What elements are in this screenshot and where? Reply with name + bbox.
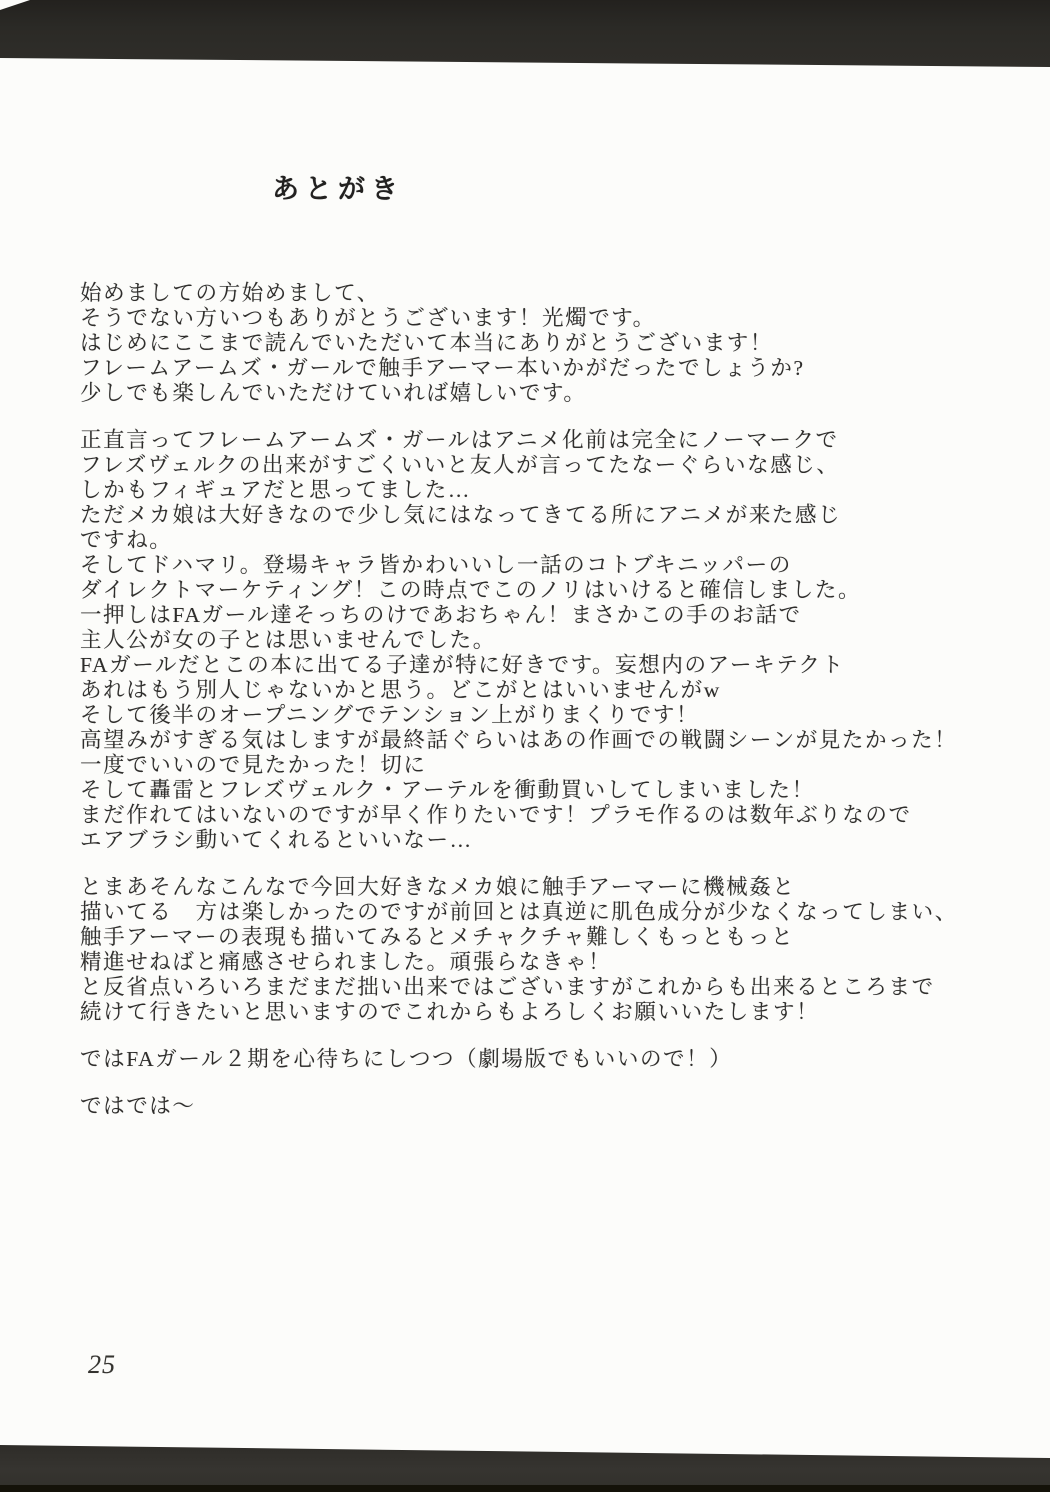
text-line: 触手アーマーの表現も描いてみるとメチャクチャ難しくもっともっと	[80, 925, 795, 949]
text-line: そして後半のオープニングでテンション上がりまくりです！	[80, 703, 700, 727]
text-line: フレームアームズ・ガールで触手アーマー本いかがだったでしょうか?	[80, 356, 805, 380]
text-line: エアブラシ動いてくれるといいなー…	[80, 828, 473, 852]
text-line: 始めましての方始めまして、	[80, 281, 380, 305]
text-line: ただメカ娘は大好きなので少し気にはなってきてる所にアニメが来た感じ	[80, 503, 842, 527]
text-line: ダイレクトマーケティング！この時点でこのノリはいけると確信しました。	[80, 578, 862, 602]
text-line: とまあそんなこんなで今回大好きなメカ娘に触手アーマーに機械姦と	[80, 875, 796, 899]
text-line: 描いてる 方は楽しかったのですが前回とは真逆に肌色成分が少なくなってしまい、	[80, 900, 958, 924]
text-line: フレズヴェルクの出来がすごくいいと友人が言ってたなーぐらいな感じ、	[80, 453, 840, 477]
text-line: 一度でいいので見たかった！切に	[80, 753, 427, 777]
text-line: と反省点いろいろまだまだ拙い出来ではございますがこれからも出来るところまで	[80, 975, 935, 999]
text-line: FAガールだとこの本に出てる子達が特に好きです。妄想内のアーキテクト	[80, 653, 845, 677]
text-line: 高望みがすぎる気はしますが最終話ぐらいはあの作画での戦闘シーンが見たかった！	[80, 728, 958, 752]
text-line: ですね。	[80, 528, 173, 552]
text-line: ではでは～	[80, 1094, 196, 1118]
text-line: 少しでも楽しんでいただけていれば嬉しいです。	[80, 381, 587, 405]
paragraph	[80, 1047, 1010, 1072]
text-line: 続けて行きたいと思いますのでこれからもよろしくお願いいたします！	[80, 1000, 820, 1024]
text-line: 主人公が女の子とは思いませんでした。	[80, 628, 496, 652]
top-scan-bar	[0, 0, 1050, 70]
text-line: そしてドハマリ。登場キャラ皆かわいいし一話のコトブキニッパーの	[80, 553, 792, 577]
afterword-body-text	[80, 281, 1010, 1119]
text-line: 一押しはFAガール達そっちのけであおちゃん！まさかこの手のお話で	[80, 603, 802, 627]
bottom-scan-bar-dark-edge	[0, 1485, 1050, 1492]
paragraph	[80, 281, 1010, 406]
paragraph	[80, 875, 1010, 1025]
text-line: はじめにここまで読んでいただいて本当にありがとうございます！	[80, 331, 774, 355]
page-title: あとがき	[272, 174, 404, 204]
bottom-scan-bar	[0, 1443, 1050, 1492]
text-line: そして轟雷とフレズヴェルク・アーテルを衝動買いしてしまいました！	[80, 778, 815, 802]
text-line: しかもフィギュアだと思ってました…	[80, 478, 471, 502]
text-line: まだ作れてはいないのですが早く作りたいです！プラモ作るのは数年ぶりなので	[80, 803, 912, 827]
paragraph	[80, 428, 1010, 853]
text-line: 正直言ってフレームアームズ・ガールはアニメ化前は完全にノーマークで	[80, 428, 839, 452]
page-number: 25	[88, 1350, 116, 1379]
text-line: あれはもう別人じゃないかと思う。どこがとはいいませんがw	[80, 678, 721, 702]
paragraph	[80, 1094, 1010, 1119]
text-line: そうでない方いつもありがとうございます！光燭です。	[80, 306, 656, 330]
text-line: ではFAガール２期を心待ちにしつつ（劇場版でもいいので！）	[80, 1047, 733, 1071]
text-line: 精進せねばと痛感させられました。頑張らなきゃ！	[80, 950, 612, 974]
